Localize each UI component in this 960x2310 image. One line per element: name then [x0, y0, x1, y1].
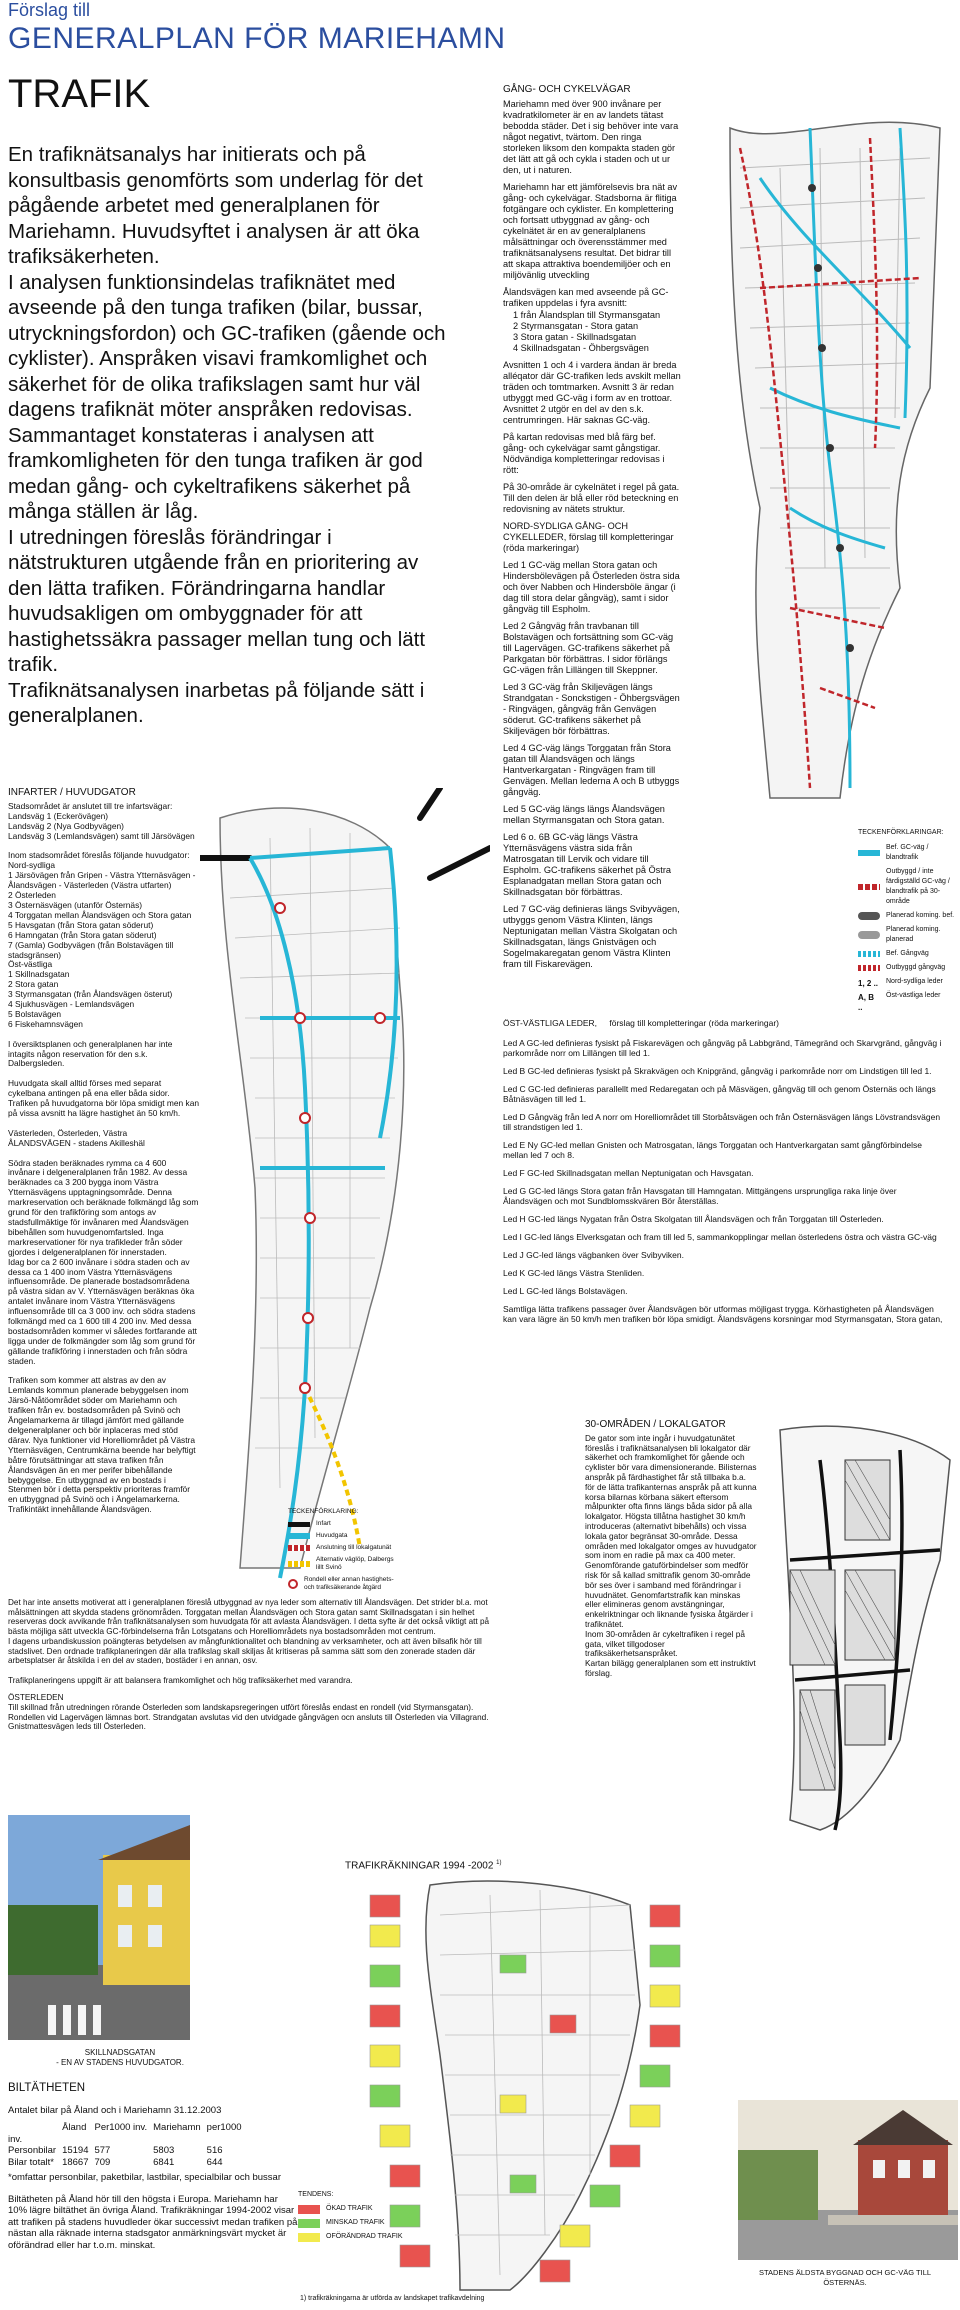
yellow-dashed-swatch	[288, 1561, 310, 1567]
black-line-swatch	[288, 1522, 310, 1527]
legend-label: Infart	[316, 1520, 331, 1527]
infarter-text: Stadsområdet är anslutet till tre infartsvägar: Landsväg 1 (Eckerövägen) Landsväg 2 (Nya Godbyvägen) Landsväg 3 (Lemlandsvägen) samt till Järsövägen Inom stadsområdet föreslås följande huvudgator: Nord-sydliga 1 Järsövägen från Gripen - Västra Ytternäsvägen - Ålandsvägen - Västerleden (Västra utfarten) 2 Österleden 3 Östernäsvägen (utanför Östernäs) 4 Torggatan mellan Ålandsvägen och Stora gatan 5 Havsgatan (från Stora gatan söderut) 6 Hamngatan (från Stora gatan söderut) 7 (Gamla) Godbyvägen (från Bolstavägen till stadsgränsen) Öst-västliga 1 Skillnadsgatan 2 Stora gatan 3 Styrmansgatan (från Ålandsvägen österut) 4 Sjukhusvägen - Lemlandsvägen 5 Bolstavägen 6 Fiskehamnsvägen I översiktsplanen och generalplanen har inte intagits någon reservation för den s.k. Dalbergsleden. Huvudgata skall alltid förses med separat cykelbana antingen på ena eller båda sidor. Trafiken på huvudgatorna bör löpa smidigt men kan på vissa avsnitt ha lägre hastighet än 50 km/h. Västerleden, Österleden, Västra ÅLANDSVÄGEN - stadens Akilleshäl Södra staden beräknades rymma ca 4 600 invånare i delgeneralplanen från 1982. Av dessa beräknades ca 3 200 bygga inom Västra Ytternäsvägens upptagningsområde. Denna markreservation och beräknade folkmängd låg som grund för den trafikföring som antogs av stadsfullmäktige för invånaren med Ålandsvägen bibehållen som huvudgenomfartsled. Inga markreservationer för nya trafikleder från söder gjordes i delgeneralplanen för innerstaden. Idag bor ca 2 600 invånare i södra staden och av dessa ca 1 400 inom Västra Ytternäsvägens influensområde. De planerade bostadsområdena på västra sidan av V. Ytternäsvägen beräknas öka antalet invånare inom Västra Ytternäsvägens influensområde till ca 3 000 inv. och södra stadens folkmängd med ca 1 600 till 4 200 inv. Med dessa bostadsområden kommer vi således fortfarande att ligga under de folkmängder som låg som grund för gällande trafikföring i innerstaden och från södra staden. Trafiken som kommer att alstras av den av Lemlands kommun planerade bebyggelsen inom Järsö-Nåtöområdet söder om Mariehamn och trafiken från ev. bostadsområden på Svinö och Ängelamarkerna är tillagd jämfört med gällande delgeneralplaner och bör inplaceras med stöd därav. Nya funktioner vid Horelliområdet på Västra Ytternäsvägen, Centrumkärna beende har belyftigt båtre förutsättningar att stava trafiken från Ålandsvägen än en mer perifer bibehållande bebyggelse. En utbyggnad av en bostads i Stenmen bör i detta perspektiv prioriteras framför en utbyggnad på Svinö och i Ängelamarkerna. Trafikintäkt innehållande Ålandsvägen.	[8, 800, 200, 1515]
ov-section	[503, 1018, 943, 1330]
legend-title: TECKENFÖRKLARINGAR:	[858, 829, 944, 836]
table-cell: 6841	[153, 2156, 175, 2168]
table-cell: 15194	[62, 2145, 89, 2156]
gc-led: Led 5 GC-väg längs längs Ålandsvägen mellan Styrmansgatan och Stora gatan.	[503, 804, 665, 825]
legend-label: Bef. Gångväg	[886, 950, 929, 957]
red-dotted-swatch	[858, 965, 880, 971]
gc-led: Led 4 GC-väg längs Torggatan från Stora gatan till Ålandsvägen och längs Hantverkargatan - Ringvägen fram till Genvägen. Mellan lederna A och B utbyggs gångväg.	[503, 743, 680, 797]
zon30-title: 30-OMRÅDEN / LOKALGATOR	[585, 1419, 726, 1430]
infarter-title: INFARTER / HUVUDGATOR	[8, 787, 136, 798]
ov-led: Led E Ny GC-led mellan Gnisten och Matrosgatan, längs Torggatan och Hantverkargatan samt gångförbindelse mellan led 7 och 8.	[503, 1140, 922, 1160]
photo2-caption: STADENS ÄLDSTA BYGGNAD OCH GC-VÄG TILL ÖSTERNÄS.	[758, 2268, 932, 2287]
green-swatch	[298, 2219, 320, 2228]
legend-row	[858, 867, 958, 907]
legend-row	[858, 911, 958, 921]
cyan-line-swatch	[858, 850, 880, 856]
car-density-table	[8, 2122, 248, 2168]
zon30-text: De gator som inte ingår i huvudgatunätet föreslås i trafiknätsanalysen bli lokalgator där säkerhet och framkomlighet för gående och cyklister bör vara dimensionerande. Bilisternas anspråk på färdhastighet får stå tillbaka b.a. för de lätta trafikanternas anspråk på att kunna korsa bilarnas körbana säkert eftersom målpunkter ofta finns längs båda sidor på alla lokalgator. Högsta tillåtna hastighet 30 km/h introduceras (alternativt bibehålls) och vissa lokala gator begränsat 30-område. Dessa områden med lokalgator omges av huvudgator som inom en radie på max ca 400 meter. Genomförande gatuförbindelser som medför risk för så kallad smittrafik genom 30-område bör ses över i samband med förändringar i huvudnätet. Genomfartstrafik kan minskas eller elimineras genom avstängningar, enkelriktningar och liknande fysiska åtgärder i trafiknätet. Inom 30-områden är cykeltrafiken i regel på gata, vilket tillgodoser trafiksäkerhetsanspråket. Kartan bilägg generalplanen som ett instruktivt förslag.	[585, 1432, 757, 1678]
gc-network-map	[700, 88, 958, 818]
yellow-swatch	[298, 2233, 320, 2242]
ov-led: Led L GC-led längs Bolstavägen.	[503, 1286, 628, 1296]
tendens-legend	[298, 2190, 408, 2246]
gc-paragraph: Ålandsvägen kan med avseende på GC-trafiken uppdelas i fyra avsnitt:	[503, 287, 669, 308]
infarter-section	[8, 788, 200, 1515]
red-dashed-swatch	[858, 884, 880, 890]
legend-code: 1, 2 ..	[858, 979, 879, 988]
legend-label: Outbyggd / inte färdigställd GC-väg / blandtrafik på 30-område	[886, 868, 950, 905]
biltathet-note: *omfattar personbilar, paketbilar, lastbilar, specialbilar och bussar	[8, 2172, 282, 2183]
gc-led: Led 3 GC-väg från Skiljevägen längs Strandgatan - Sonckstigen - Öhbergsvägen - Ringvägen, gångväg från Genvägen söderut. GC-trafikens säkerhet på Skiljevägen bör förbättras.	[503, 682, 680, 736]
red-dashed-swatch	[288, 1545, 310, 1551]
ov-led: Led A GC-led definieras fysiskt på Fiskarevägen och gångväg på Labbgränd, Tämegränd och Skarvgränd, gångväg i parkområde norr om Lillängen till led 1.	[503, 1038, 942, 1058]
ov-led: Led B GC-led definieras fysiskt på Skrakvägen och Knipgränd, gångväg i parkområde norr om Lindstigen till led 1.	[503, 1066, 932, 1076]
legend-row	[298, 2204, 408, 2214]
table-header-cell: Per1000 inv.	[94, 2122, 148, 2133]
table-header-cell: per1000	[206, 2122, 242, 2133]
table-cell	[94, 2134, 153, 2146]
circle-swatch	[858, 912, 880, 920]
intro-text	[8, 142, 450, 729]
legend-label: Planerad koming. bef.	[886, 912, 955, 919]
osterleden-title: ÖSTERLEDEN	[8, 1693, 64, 1703]
gc-legend	[858, 828, 958, 1012]
legend-row	[858, 925, 958, 945]
gc-paragraph: På kartan redovisas med blå färg bef. gång- och cykelvägar samt gångstigar. Nödvändiga kompletteringar redovisas i rött:	[503, 432, 665, 475]
biltathet-paragraph: Biltätheten på Åland hör till den högsta i Europa. Mariehamn har 10% lägre biltäthet än övriga Åland. Trafikräkningar 1994-2002 visar att trafiken på stadens huvudleder ökar successivt medan trafiken på nästan alla räknade interna stadsgator anmärkningsvärt mycket är oförändrad eller har t.o.m. minskat.	[8, 2193, 298, 2251]
gc-led: Led 6 o. 6B GC-väg längs Västra Ytternäsvägens västra sida från Matrosgatan till Lervik och vidare till Espholm. GC-trafikens säkerhet på Östra Esplanadgatan mellan Stora gatan och Skillnadsgatan bör förbättras.	[503, 832, 671, 897]
gc-list-item: 3 Stora gatan - Skillnadsgatan	[513, 332, 637, 342]
table-cell: Bilar totalt*	[8, 2156, 54, 2168]
table-cell: 709	[94, 2156, 111, 2168]
legend-label: ÖKAD TRAFIK	[326, 2205, 373, 2212]
gc-paragraph: Mariehamn har ett jämförelsevis bra nät av gång- och cykelvägar. Stadsborna är flitiga fotgängare och cyklister. En komplettering och fortsatt utbyggnad av gång- och cykelnätet är en av generalplanens målsättningar och överensstämmer med trafiknätsanalysens resultat. Det bidrar till att skapa attraktiva boendemiljöer och en miljövänlig utveckling	[503, 182, 678, 280]
main-roads-map	[200, 788, 490, 1593]
ov-led: Led K GC-led längs Västra Stenliden.	[503, 1268, 645, 1278]
gc-paragraph: Mariehamn med över 900 invånare per kvadratkilometer är en av landets tätast bebodda städer. Det i sig behöver inte vara något negativt, tvärtom. Den ringa storleken liksom den kompakta staden gör det lätt att gå och cykla i staden och ut ur den, ut i naturen.	[503, 99, 679, 175]
gc-list-item: 2 Styrmansgatan - Stora gatan	[513, 321, 639, 331]
legend-row	[298, 2232, 408, 2242]
ov-note: Samtliga lätta trafikens passager över Ålandsvägen bör utformas möjligast trygga. Körhastigheten på Ålandsvägen kan vara lägre än 50 km/h men trafiken bör löpa smidigt. Ålandsvägens korsningar mod Styrmansgatan, Stora gatan,	[503, 1304, 943, 1324]
gc-paragraph: På 30-område är cykelnätet i regel på gata. Till den delen är blå eller röd beteckning en redovisning av nätets struktur.	[503, 482, 680, 514]
ov-led: Led D Gångväg från led A norr om Horelliområdet till Storbåtsvägen och från Östernäsvägen längs Lövstrandsvägen till strandstigen led 1.	[503, 1112, 941, 1132]
ov-title: ÖST-VÄSTLIGA LEDER,	[503, 1018, 598, 1028]
intro-paragraph: Trafiknätsanalysen inarbetas på följande sätt i generalplanen.	[8, 678, 425, 727]
intro-paragraph: Sammantaget konstateras i analysen att framkomligheten för den tunga trafiken är god medan gång- och cykeltrafikens säkerhet på många ställen är låg.	[8, 423, 423, 523]
ov-led: Led C GC-led definieras parallellt med Redaregatan och på Mäsvägen, gångväg till och genom Östernäs och längs Båtnäsvägen till led 1.	[503, 1084, 936, 1104]
table-row	[8, 2134, 248, 2146]
main-roads-legend	[288, 1508, 398, 1596]
table-cell: 644	[206, 2156, 223, 2168]
ov-led: Led J GC-led längs vägbanken över Svibyviken.	[503, 1250, 684, 1260]
gc-led: Led 2 Gångväg från travbanan till Bolstavägen och fortsättning som GC-väg till Lagervägen. GC-trafikens säkerhet på Parkgatan bör förbättras. I sidor förlängs GC-vägen från Lillängen till Skeppner.	[503, 621, 674, 675]
legend-label: Öst-västliga leder	[886, 992, 941, 999]
traffic-footnote: 1) trafikräkningarna är utförda av landskapet trafikavdelning	[300, 2295, 485, 2302]
table-row	[8, 2145, 248, 2157]
ov-led: Led F GC-led Skillnadsgatan mellan Neptunigatan och Havsgatan.	[503, 1168, 754, 1178]
legend-label: Rondell eller annan hastighets- och trafiksäkerande åtgärd	[304, 1576, 394, 1591]
table-cell	[153, 2134, 207, 2146]
table-cell: 577	[94, 2145, 111, 2156]
legend-row	[298, 2218, 408, 2228]
legend-label: Planerad koming. planerad	[886, 926, 941, 943]
table-cell: 516	[206, 2145, 223, 2156]
table-header-cell	[8, 2122, 62, 2134]
traffic-count-title-text: TRAFIKRÄKNINGAR 1994 -2002	[345, 1860, 494, 1872]
gc-section	[503, 84, 681, 976]
gc-paragraph: NORD-SYDLIGA GÅNG- OCH CYKELLEDER, förslag till kompletteringar (röda markeringar)	[503, 521, 674, 553]
zone30-map	[760, 1420, 958, 1840]
legend-row	[288, 1520, 398, 1528]
ov-led: Led H GC-led längs Nygatan från Östra Skolgatan till Ålandsvägen och från Torggatan till Österleden.	[503, 1214, 884, 1224]
infarter-bottom-text: Det har inte ansetts motiverat att i generalplanen föreslå utbyggnad av nya leder som alternativ till Ålandsvägen. Det strider bl.a. mot målsättningen att skydda stadens grönområden. Torggatan mellan Ålandsvägen och Stora gatan samt Skillnadsgatan i sin helhet reserveras dock avvikande från trafiknätsanalysen som huvudgata för att avlasta Ålandsvägen. I detta syfte är det också viktigt att på bästa möjliga sätt utveckla GC-förbindelserna från Lotsgatans och Horelliområdets nya bostadsområden mot centrum. I dagens urbandiskussion poängteras betydelsen av mångfunktionalitet och blandning av verksamheter, och att även bilsafik hör till stadslivet. Den ordnade trafikplaneringen där alla trafikslag skall skiljas åt kritiseras på samma sätt som den zonerade staden där arbetsplatser är åtskilda i en del av staden, bostäder i en annan, osv. Trafikplaneringens uppgift är att balansera framkomlighet och hög trafiksäkerhet med varandra.	[8, 1598, 490, 1685]
ov-led: Led G GC-led längs Stora gatan från Havsgatan till Hamngatan. Mittgängens ursprungliga raka linje över Ålandsvägen och mot Sundblomsskvären Bör återställas.	[503, 1186, 897, 1206]
old-building-photo	[738, 2100, 958, 2260]
section-title: TRAFIK	[8, 72, 151, 116]
gc-led: Led 1 GC-väg mellan Stora gatan och Hindersbölevägen på Österleden östra sida och över Nabben och Hindersböle ängar (i dag till stora delar gångväg), samt i sidor gångväg till Espholm.	[503, 560, 680, 614]
red-swatch	[298, 2205, 320, 2214]
intro-paragraph: I analysen funktionsindelas trafiknätet med avseende på den tunga trafiken (bilar, bussar, utryckningsfordon) och GC-trafiken (gående och cyklister). Anspråken visavi framkomlighet och säkerhet för de olika trafikslagen samt hur väl dagens trafiknät möter anspråken redovisas.	[8, 270, 446, 421]
legend-row	[288, 1556, 398, 1572]
legend-label: Huvudgata	[316, 1532, 348, 1539]
intro-paragraph: En trafiknätsanalys har initierats och på konsultbasis genomförts som underlag för det pågående arbetet med generalplanen för Mariehamn. Huvudsyftet i analysen är att öka trafiksäkerheten.	[8, 143, 423, 268]
gc-led: Led 7 GC-väg definieras längs Svibyvägen, utbyggs genom Västra Klinten, längs Neptunigatan mellan Västra Skolgatan och Skillnadsgatan, längs Gnistvägen och Sogelmakaregatan genom Västra Klinten fram till Fiskarevägen.	[503, 904, 680, 969]
roundabout-swatch	[288, 1579, 298, 1589]
intro-paragraph: I utredningen föreslås förändringar i nätstrukturen utgående från en prioritering av den lätta trafiken. Förändringarna handlar huvudsakligen om ombyggnader för att hastighetssäkra passager mellan tung och lätt trafik.	[8, 525, 426, 676]
legend-row	[858, 963, 958, 973]
table-header-row	[8, 2122, 248, 2134]
legend-row	[858, 977, 958, 987]
document-title: GENERALPLAN FÖR MARIEHAMN	[8, 22, 506, 55]
legend-label: Alternativ väglöp, Dalbergs lillt Svinö	[316, 1556, 394, 1571]
ov-subtitle: förslag till kompletteringar (röda markeringar)	[609, 1018, 779, 1028]
legend-row	[858, 843, 958, 863]
circle-swatch	[858, 931, 880, 939]
table-cell	[207, 2134, 248, 2146]
kicker: Förslag till	[8, 0, 91, 20]
legend-row	[288, 1576, 398, 1592]
legend-label: MINSKAD TRAFIK	[326, 2219, 385, 2226]
table-cell: 18667	[62, 2156, 89, 2168]
infarter-bottom	[8, 1598, 490, 1732]
legend-row	[288, 1544, 398, 1552]
legend-title: TECKENFÖRKLARING:	[288, 1508, 359, 1515]
legend-code: A, B ..	[858, 993, 874, 1012]
biltathet-subtitle: Antalet bilar på Åland och i Mariehamn 31.12.2003	[8, 2104, 222, 2116]
table-cell: Personbilar	[8, 2145, 57, 2156]
osterleden-text: Till skillnad från utredningen rörande Österleden som landskapsregeringen utfört föreslås endast en rondell (vid Styrmansgatan). Rondellen vid Lagervägen lämnas bort. Strandgatan avslutas vid den utvidgade gångvägen ocn ansluts till Österleden via Villagrand. Gnistmattesvägen leds till Österleden.	[8, 1703, 489, 1732]
zon30-section	[585, 1420, 757, 1679]
biltathet-section	[8, 2083, 298, 2257]
cyan-dotted-swatch	[858, 951, 880, 957]
table-cell: 5803	[153, 2145, 175, 2156]
traffic-count-footnote-mark: 1)	[496, 1860, 502, 1866]
legend-label: Outbyggd gångväg	[886, 964, 946, 971]
table-header-cell: Åland	[62, 2122, 87, 2133]
biltathet-title: BILTÄTHETEN	[8, 2082, 86, 2094]
table-cell	[62, 2134, 94, 2146]
gc-paragraph: Avsnitten 1 och 4 i vardera ändan är breda alléqator där GC-trafiken leds avskilt mellan träden och tomtmarken. Avsnitt 3 är redan utbyggt med GC-väg i form av en trottoar. Avsnittet 2 utgör en del av den s.k. centrumringen. Här saknas GC-väg.	[503, 360, 681, 425]
traffic-count-title	[345, 1860, 502, 1871]
legend-label: OFÖRÄNDRAD TRAFIK	[326, 2233, 403, 2240]
table-header-cell: Mariehamn	[153, 2122, 201, 2133]
table-row	[8, 2157, 248, 2169]
gc-list	[503, 310, 681, 354]
ov-led: Led I GC-led längs Elverksgatan och fram till led 5, sammankopplingar mellan österledens östra och västra GC-väg	[503, 1232, 937, 1242]
legend-title: TENDENS:	[298, 2191, 334, 2198]
ov-heading	[503, 1018, 943, 1028]
gc-title: GÅNG- OCH CYKELVÄGAR	[503, 84, 631, 95]
legend-label: Bef. GC-väg / blandtrafik	[886, 844, 929, 861]
legend-row	[288, 1532, 398, 1540]
legend-row	[858, 949, 958, 959]
legend-label: Nord-sydliga leder	[886, 978, 943, 985]
gc-list-item: 1 från Ålandsplan till Styrmansgatan	[513, 310, 661, 320]
gc-list-item: 4 Skillnadsgatan - Öhbergsvägen	[513, 343, 649, 353]
legend-label: Anslutning till lokalgatunät	[316, 1544, 392, 1551]
table-cell: inv.	[8, 2133, 23, 2145]
cyan-line-swatch	[288, 1533, 310, 1539]
street-photo	[8, 1815, 190, 2040]
legend-row	[858, 991, 958, 1012]
photo1-caption: SKILLNADSGATAN - EN AV STADENS HUVUDGATOR.	[56, 2048, 184, 2067]
